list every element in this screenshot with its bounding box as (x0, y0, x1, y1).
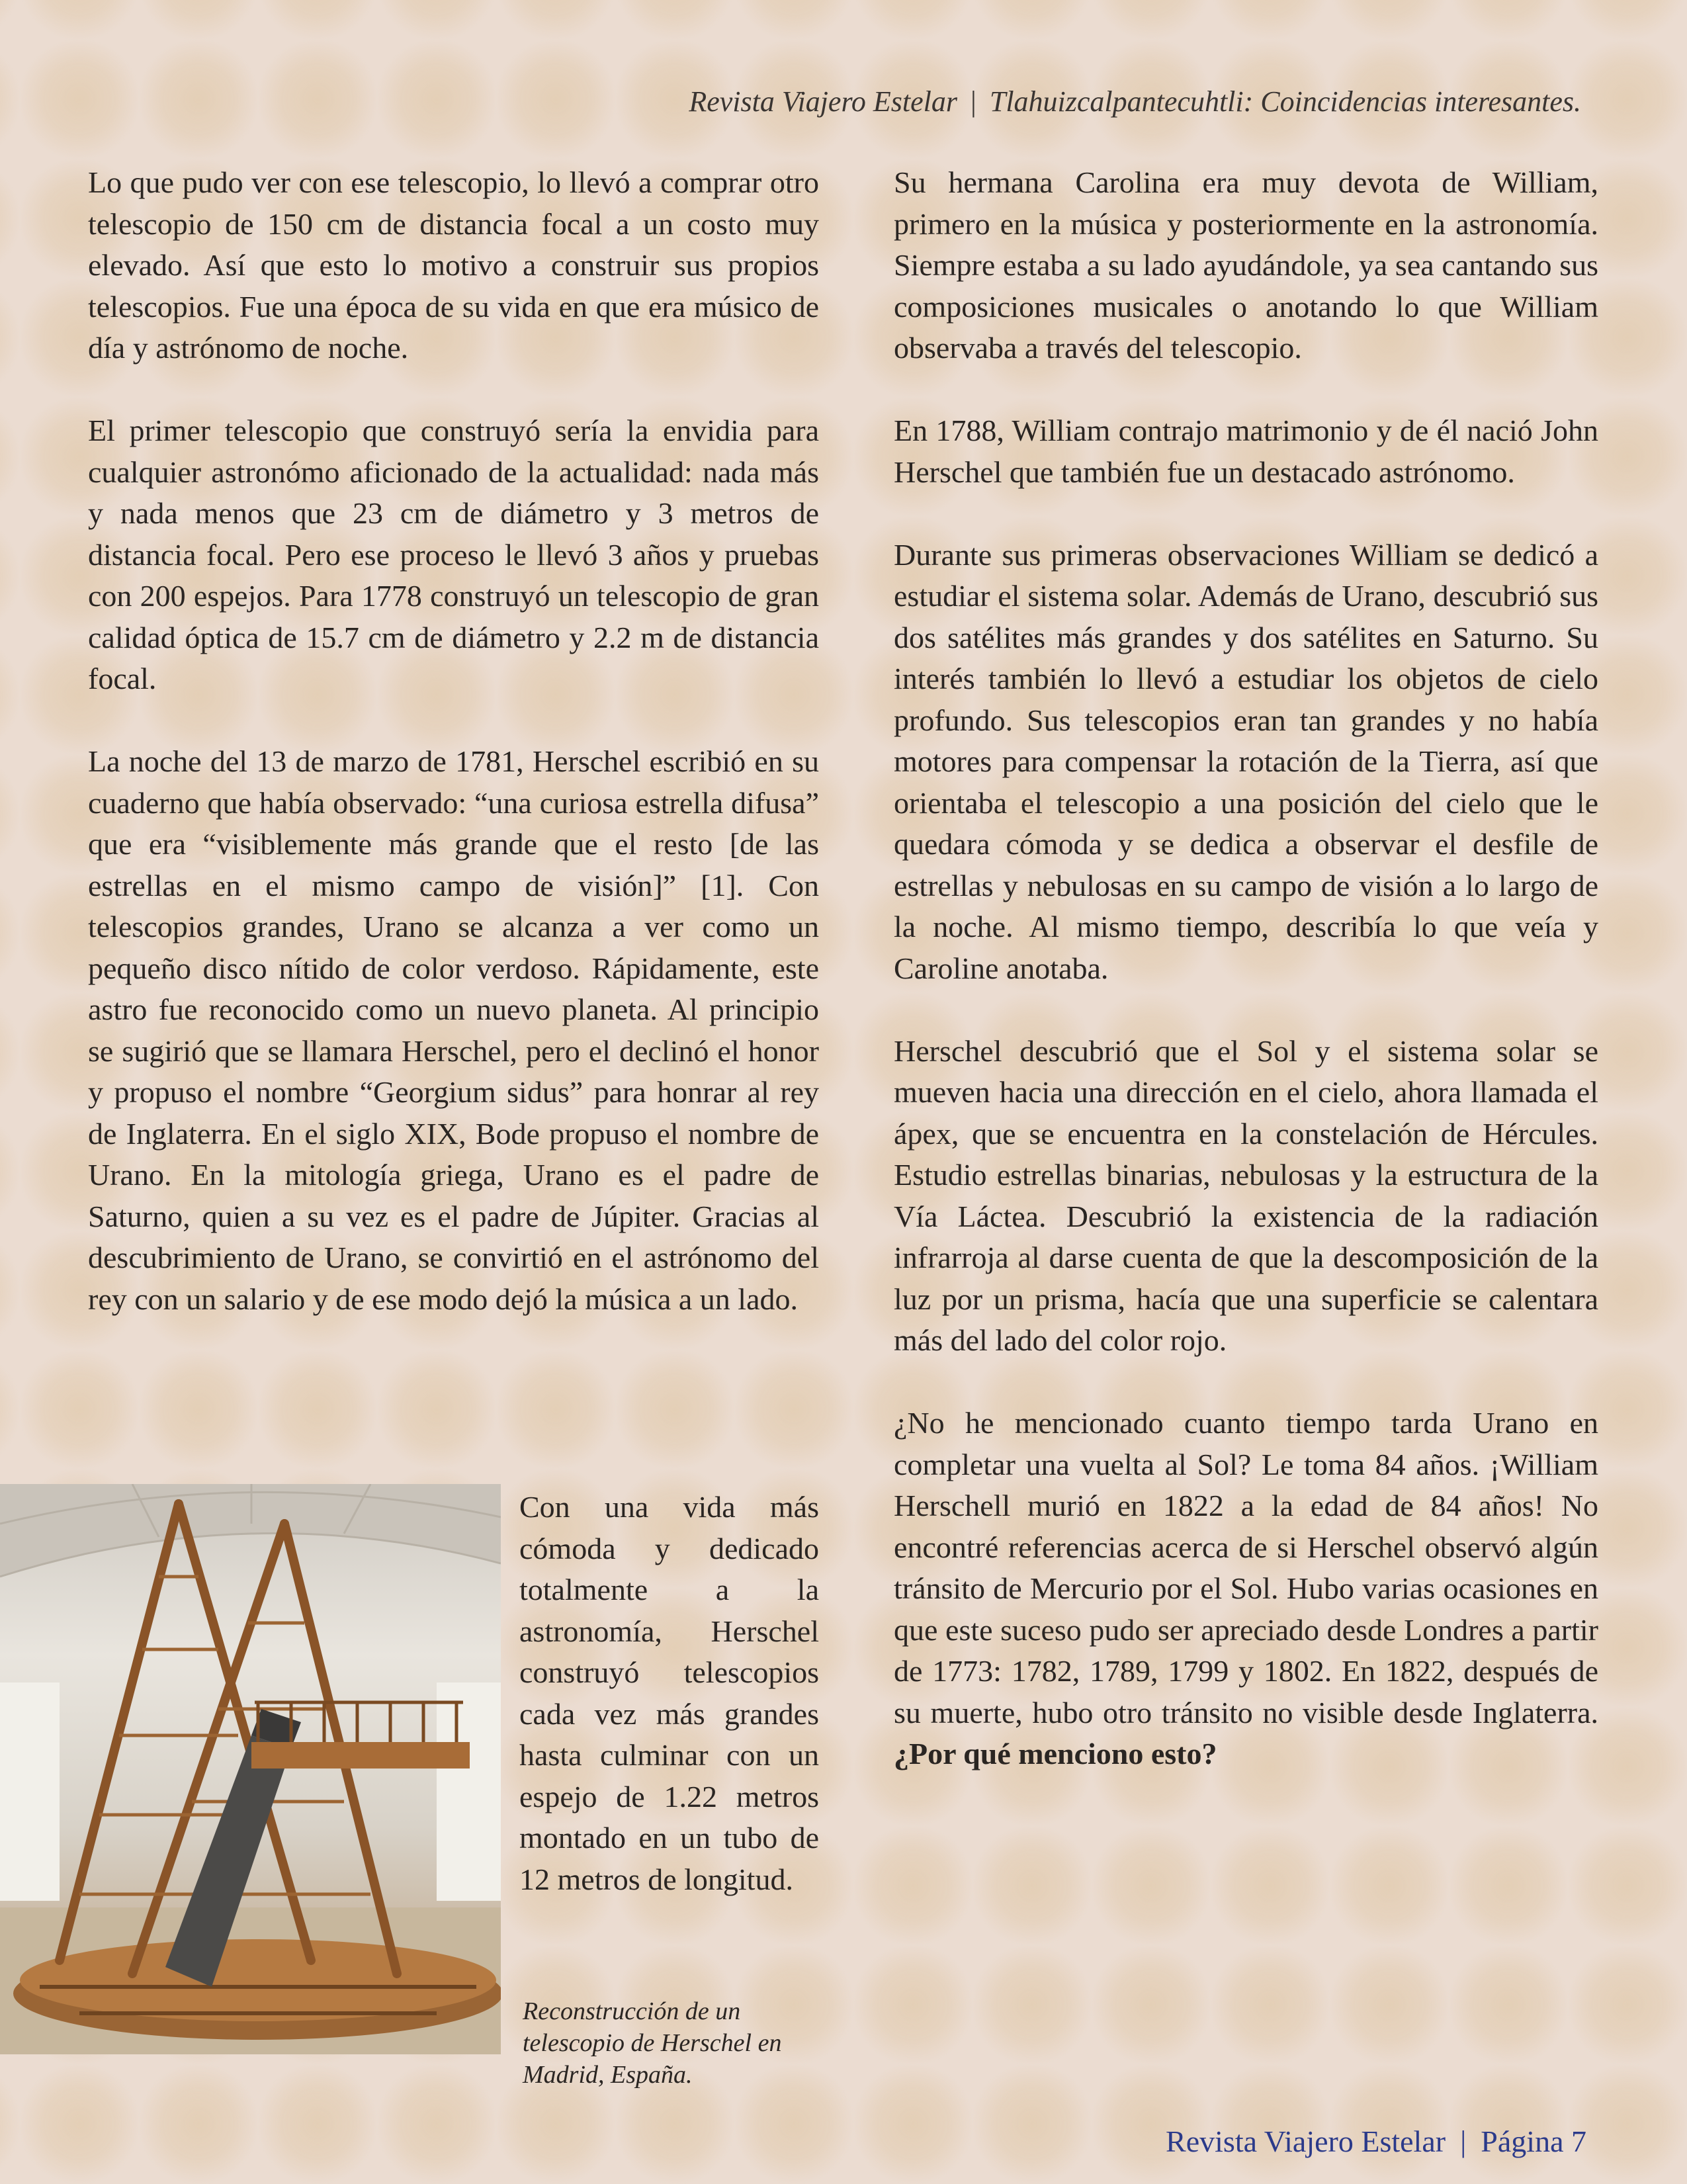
right-paragraph-5-text: ¿No he mencionado cuanto tiempo tarda Urano en completar una vuelta al Sol? Le toma 84 años. ¡William Herschell murió en 1822 a la edad de 84 años! No encontré referencias acerca de si Herschel observó algún tránsito de Mercurio por el Sol. Hubo varias ocasiones en que este suceso pudo ser apreciado desde Londres a partir de 1773: 1782, 1789, 1799 y 1802. En 1822, después de su muerte, hubo otro tránsito no visible desde Inglaterra. (894, 1406, 1598, 1729)
right-paragraph-1: Su hermana Carolina era muy devota de William, primero en la música y posteriormente en la astronomía. Siempre estaba a su lado ayudándole, ya sea cantando sus composiciones musicales o anotando lo que William observaba a través del telescopio. (894, 165, 1598, 365)
inset-paragraph: Con una vida más cómoda y dedicado totalmente a la astronomía, Herschel construyó telescopios cada vez más grandes hasta culminar con un espejo de 1.22 metros montado en un tubo de 12 metros de longitud. (519, 1490, 819, 1896)
header-separator: | (971, 85, 976, 118)
closing-question: ¿Por qué menciono esto? (894, 1737, 1217, 1770)
left-paragraph-2: El primer telescopio que construyó sería la envidia para cualquier astronómo aficionado de la actualidad: nada más y nada menos que 23 cm de diámetro y 3 metros de distancia focal. Pero ese proceso le llevó 3 años y pruebas con 200 espejos. Para 1778 construyó un telescopio de gran calidad óptica de 15.7 cm de diámetro y 2.2 m de distancia focal. (88, 414, 819, 695)
page-number: Página 7 (1481, 2124, 1586, 2158)
header-article-title: Tlahuizcalpantecuhtli: Coincidencias interesantes. (989, 85, 1581, 118)
herschel-telescope-image (0, 1484, 501, 2054)
right-paragraph-2: En 1788, William contrajo matrimonio y de él nació John Herschel que también fue un destacado astrónomo. (894, 414, 1598, 489)
header-magazine-name: Revista Viajero Estelar (689, 85, 958, 118)
right-column (894, 162, 1598, 1816)
telescope-figure (0, 1484, 501, 2054)
footer-magazine-name: Revista Viajero Estelar (1166, 2124, 1446, 2158)
page-footer (1166, 2124, 1586, 2159)
right-paragraph-5 (894, 1403, 1598, 1775)
right-paragraph-3: Durante sus primeras observaciones William se dedicó a estudiar el sistema solar. Además de Urano, descubrió sus dos satélites más grandes y dos satélites en Saturno. Su interés también lo llevó a estudiar los objetos de cielo profundo. Sus telescopios eran tan grandes y no había motores para compensar la rotación de la Tierra, así que orientaba el telescopio a una posición del cielo que le quedara cómoda y se dedica a observar el desfile de estrellas y nebulosas en su campo de visión a lo largo de la noche. Al mismo tiempo, describía lo que veía y Caroline anotaba. (894, 537, 1598, 985)
left-paragraph-3: La noche del 13 de marzo de 1781, Herschel escribió en su cuaderno que había observado: “una curiosa estrella difusa” que era “visiblemente más grande que el resto [de las estrellas en el mismo campo de visión]” [1]. Con telescopios grandes, Urano se alcanza a ver como un pequeño disco nítido de color verdoso. Rápidamente, este astro fue reconocido como un nuevo planeta. Al principio se sugirió que se llamara Herschel, pero el declinó el honor y propuso el nombre “Georgium sidus” para honrar al rey de Inglaterra. En el siglo XIX, Bode propuso el nombre de Urano. En la mitología griega, Urano es el padre de Saturno, quien a su vez es el padre de Júpiter. Gracias al descubrimiento de Urano, se convirtió en el astrónomo del rey con un salario y de ese modo dejó la música a un lado. (88, 744, 819, 1316)
left-column (88, 162, 819, 1362)
right-paragraph-4: Herschel descubrió que el Sol y el sistema solar se mueven hacia una dirección en el cielo, ahora llamada el ápex, que se encuentra en la constelación de Hércules. Estudio estrellas binarias, nebulosas y la estructura de la Vía Láctea. Descubrió la existencia de la radiación infrarroja al darse cuenta de que la descomposición de la luz por un prisma, hacía que una superficie se calentara más del lado del color rojo. (894, 1033, 1598, 1357)
footer-separator: | (1460, 2124, 1467, 2158)
page-header (689, 85, 1581, 118)
left-paragraph-1: Lo que pudo ver con ese telescopio, lo llevó a comprar otro telescopio de 150 cm de distancia focal a un costo muy elevado. Así que esto lo motivo a construir sus propios telescopios. Fue una época de su vida en que era músico de día y astrónomo de noche. (88, 165, 819, 365)
figure-caption: Reconstrucción de un telescopio de Herschel en Madrid, España. (523, 1997, 782, 2089)
